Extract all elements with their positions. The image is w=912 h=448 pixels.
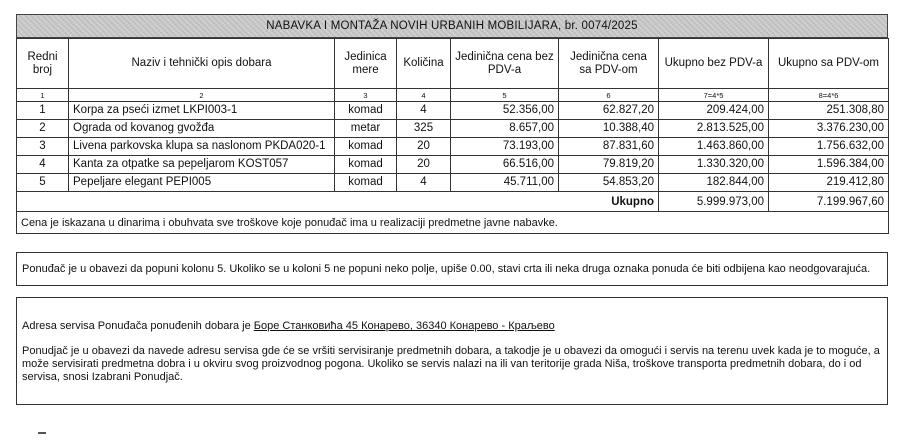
price-note: Cena je iskazana u dinarima i obuhvata sve troškove koje ponuđač ima u realizaciji predmetne javne nabavke.	[17, 212, 889, 234]
total-sa-pdv: 7.199.967,60	[769, 192, 889, 212]
column-note-box	[16, 252, 888, 286]
row-price-vat: 62.827,20	[559, 102, 659, 120]
row-unit: komad	[335, 138, 397, 156]
row-total: 2.813.525,00	[659, 120, 769, 138]
table-row	[17, 174, 889, 192]
header-redni-broj: Redni broj	[17, 39, 69, 89]
column-number: 2	[69, 89, 335, 102]
row-total-vat: 1.756.632,00	[769, 138, 889, 156]
header-cena-bez-pdv: Jedinična cena bez PDV-a	[451, 39, 559, 89]
row-price: 8.657,00	[451, 120, 559, 138]
row-price: 66.516,00	[451, 156, 559, 174]
row-total: 1.330.320,00	[659, 156, 769, 174]
row-price-vat: 54.853,20	[559, 174, 659, 192]
row-name: Pepeljare elegant PEPI005	[69, 174, 335, 192]
row-unit: komad	[335, 102, 397, 120]
row-quantity: 4	[397, 102, 451, 120]
header-cena-sa-pdv: Jedinična cena sa PDV-om	[559, 39, 659, 89]
row-price: 73.193,00	[451, 138, 559, 156]
row-name: Kanta za otpatke sa pepeljarom KOST057	[69, 156, 335, 174]
service-text: Ponudjač je u obavezi da navede adresu servisa gde će se vršiti servisiranje predmetnih dobara, a takodje je u obavezi da omogući i servis na terenu uvek kada je to moguće, a može servisirati predmetna dobra i u okviru svog proizvodnog pogona. Ukoliko se servis nalazi na ili van teritorije grada Niša, troškove transporta predmetnih dobara, do i od servisa, snosi Izabrani Ponudjač.	[22, 345, 880, 383]
row-total: 182.844,00	[659, 174, 769, 192]
table-title: NABAVKA I MONTAŽA NOVIH URBANIH MOBILIJARA, br. 0074/2025	[16, 14, 888, 38]
row-quantity: 20	[397, 138, 451, 156]
row-unit: komad	[335, 156, 397, 174]
row-number: 3	[17, 138, 69, 156]
row-quantity: 20	[397, 156, 451, 174]
price-note-row	[17, 212, 889, 234]
column-number: 1	[17, 89, 69, 102]
header-kolicina: Količina	[397, 39, 451, 89]
row-name: Korpa za pseći izmet LKPI003-1	[69, 102, 335, 120]
table-row	[17, 102, 889, 120]
row-total: 209.424,00	[659, 102, 769, 120]
row-number: 2	[17, 120, 69, 138]
service-box	[16, 297, 888, 405]
row-total-vat: 251.308,80	[769, 102, 889, 120]
row-unit: metar	[335, 120, 397, 138]
table-row	[17, 156, 889, 174]
column-number: 3	[335, 89, 397, 102]
table-row	[17, 120, 889, 138]
row-price: 45.711,00	[451, 174, 559, 192]
total-bez-pdv: 5.999.973,00	[659, 192, 769, 212]
row-total-vat: 1.596.384,00	[769, 156, 889, 174]
total-row	[17, 192, 889, 212]
column-number: 6	[559, 89, 659, 102]
row-total-vat: 219.412,80	[769, 174, 889, 192]
row-name: Livena parkovska klupa sa naslonom PKDA020-1	[69, 138, 335, 156]
row-unit: komad	[335, 174, 397, 192]
row-number: 4	[17, 156, 69, 174]
row-price-vat: 87.831,60	[559, 138, 659, 156]
table-row	[17, 138, 889, 156]
column-number: 7=4*5	[659, 89, 769, 102]
service-address-value: Боре Станковића 45 Конарево, 36340 Конарево - Краљево	[253, 320, 555, 332]
row-total: 1.463.860,00	[659, 138, 769, 156]
scan-mark	[38, 432, 46, 434]
row-quantity: 325	[397, 120, 451, 138]
row-number: 1	[17, 102, 69, 120]
header-ukupno-sa-pdv: Ukupno sa PDV-om	[769, 39, 889, 89]
row-quantity: 4	[397, 174, 451, 192]
service-address-label: Adresa servisa Ponuđača ponuđenih dobara je	[22, 320, 251, 332]
row-price-vat: 10.388,40	[559, 120, 659, 138]
row-name: Ograda od kovanog gvožđa	[69, 120, 335, 138]
header-jedinica-mere: Jedinica mere	[335, 39, 397, 89]
row-price: 52.356,00	[451, 102, 559, 120]
header-ukupno-bez-pdv: Ukupno bez PDV-a	[659, 39, 769, 89]
row-total-vat: 3.376.230,00	[769, 120, 889, 138]
row-number: 5	[17, 174, 69, 192]
row-price-vat: 79.819,20	[559, 156, 659, 174]
column-number-row	[17, 89, 889, 102]
header-naziv: Naziv i tehnički opis dobara	[69, 39, 335, 89]
total-label: Ukupno	[17, 192, 659, 212]
items-table	[16, 38, 889, 234]
service-address-line	[22, 320, 882, 333]
column-number: 5	[451, 89, 559, 102]
column-note: Ponuđač je u obavezi da popuni kolonu 5. Ukoliko se u koloni 5 ne popuni neko polje, upiše 0.00, stavi crta ili neka druga oznaka ponuda će biti odbijena kao neodgovarajuća.	[22, 263, 871, 275]
column-number: 4	[397, 89, 451, 102]
header-row	[17, 39, 889, 89]
column-number: 8=4*6	[769, 89, 889, 102]
